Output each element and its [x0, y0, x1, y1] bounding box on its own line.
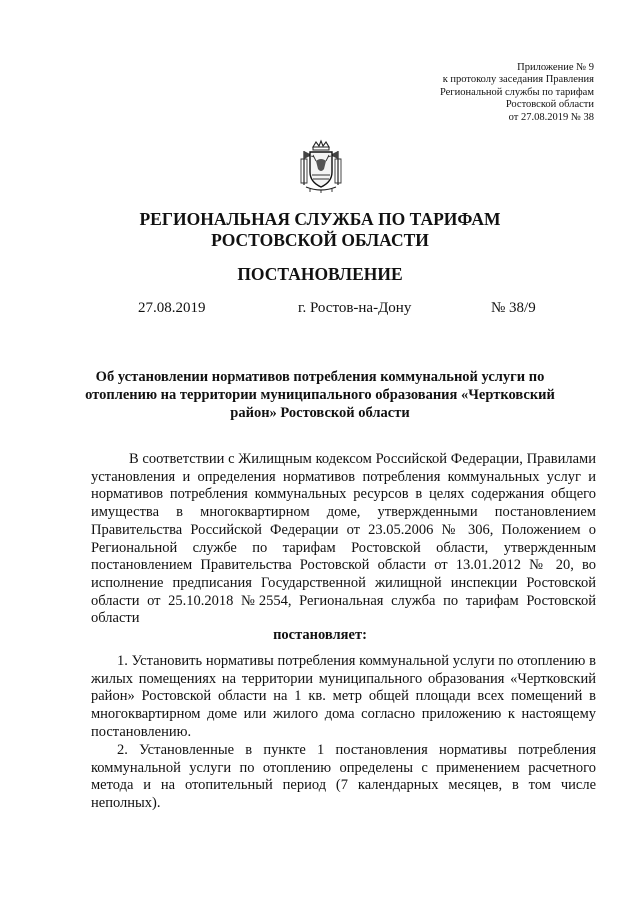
document-number: № 38/9 [491, 300, 536, 316]
item-2-paragraph: 2. Установленные в пункте 1 постановления нормативы потребления коммунальной услуги по отоплению определены с применением расчетного метода и на отопительный период (7 календарных месяцев, в том числе неполных). [91, 742, 596, 812]
appendix-line: к протоколу заседания Правления [442, 74, 594, 86]
coat-of-arms-icon [298, 139, 344, 193]
document-city: г. Ростов-на-Дону [298, 300, 412, 316]
organization-name [0, 209, 640, 250]
appendix-line: Приложение № 9 [517, 62, 594, 73]
document-date: 27.08.2019 [138, 300, 206, 316]
appendix-line: Ростовской области [505, 99, 594, 111]
item-1-paragraph: 1. Установить нормативы потребления коммунальной услуги по отоплению в жилых помещениях на территории муниципального образования «Чертковский район» Ростовской области на 1 кв. метр общей площади всех помещений в многоквартирном доме или жилого дома согласно приложению к настоящему постановлению. [91, 653, 596, 740]
subject-line: отоплению на территории муниципального образования «Чертковский [85, 387, 555, 403]
appendix-line: от 27.08.2019 № 38 [508, 111, 594, 123]
document-type: ПОСТАНОВЛЕНИЕ [237, 264, 403, 284]
resolves-heading: постановляет: [273, 627, 367, 643]
organization-line: РОСТОВСКОЙ ОБЛАСТИ [211, 229, 429, 250]
preamble-paragraph: В соответствии с Жилищным кодексом Российской Федерации, Правилами установления и определения нормативов потребления коммунальных услуг и нормативов потребления коммунальных ресурсов в целях содержания общего имущества в многоквартирном доме, утвержденными постановлением Правительства Российской Федерации от 23.05.2006 № 306, Положением о Региональной службе по тарифам Ростовской области, утвержденным постановлением Правительства Ростовской области от 13.01.2012 № 20, во исполнение предписания Государственной жилищной инспекции Ростовской области от 25.10.2018 №2554, Региональная служба по тарифам Ростовской области [91, 451, 596, 627]
appendix-note [334, 62, 594, 124]
appendix-line: Региональной службы по тарифам [439, 86, 594, 98]
subject-line: Об установлении нормативов потребления коммунальной услуги по [95, 369, 545, 385]
subject-line: район» Ростовской области [230, 405, 410, 421]
document-subject [60, 368, 580, 422]
organization-line: РЕГИОНАЛЬНАЯ СЛУЖБА ПО ТАРИФАМ [139, 209, 501, 229]
